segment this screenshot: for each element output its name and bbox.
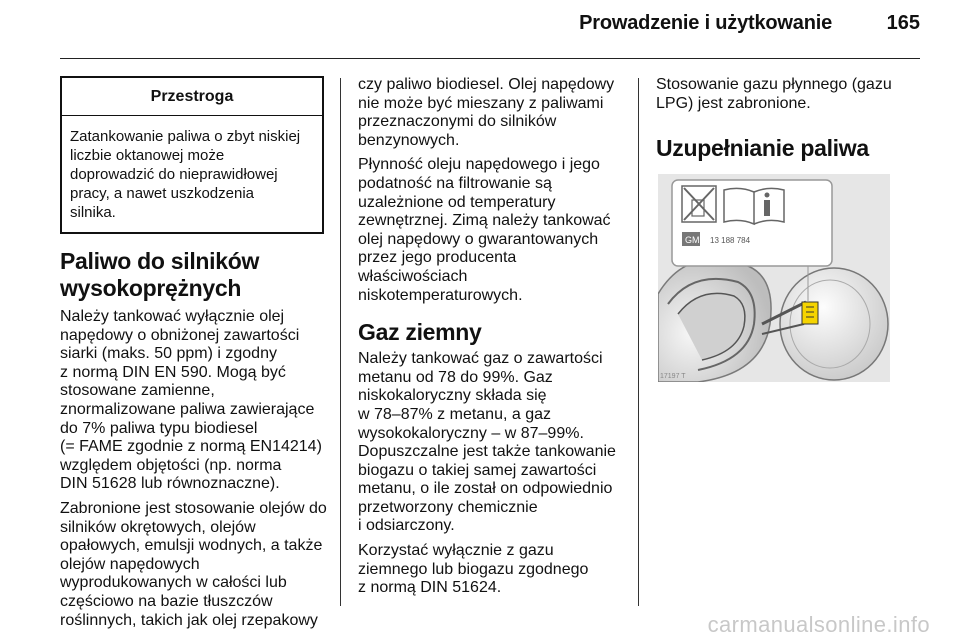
paragraph: Płynność oleju napędowego i jego podatność na filtrowanie są uzależnione od temperatury zewnętrznej. Zimą należy tankować olej napędowy o gwarantowanych przez jego producenta właściwościach niskotemperaturowych.	[358, 156, 611, 304]
column-1	[60, 76, 328, 636]
column-divider	[340, 78, 341, 606]
figure-label: 17197 T	[660, 373, 686, 381]
sticker-part-number: 13 188 784	[710, 236, 751, 246]
page-header-title: Prowadzenie i użytkowanie	[579, 12, 832, 34]
column-2	[358, 76, 626, 604]
paragraph: czy paliwo biodiesel. Olej napędowy nie może być mieszany z paliwami przeznaczonymi do silników benzynowych.	[358, 76, 615, 149]
page-number: 165	[886, 12, 920, 34]
column-3	[656, 76, 924, 382]
caution-heading: Przestroga	[62, 78, 322, 116]
paragraph: Zabronione jest stosowanie olejów do silników okrętowych, olejów opałowych, emulsji wodnych, a także olejów napędowych wyprodukowanych w całości lub częściowo na bazie tłuszczów roślinnych, takich jak olej rzepakowy	[60, 499, 327, 629]
footer-watermark: carmanualsonline.info	[707, 612, 930, 637]
paragraph: Należy tankować wyłącznie olej napędowy o obniżonej zawartości siarki (maks. 50 ppm) i zgodny z normą DIN EN 590. Mogą być stosowane zamienne, znormalizowane paliwa zawierające do 7% paliwa typu biodiesel (= FAME zgodnie z normą EN14214) względem objętości (np. norma DIN 51628 lub równoznaczne).	[60, 308, 322, 493]
fuel-flap-drawing	[658, 174, 890, 382]
caution-box	[60, 76, 324, 234]
header-divider	[60, 58, 920, 59]
paragraph: Należy tankować gaz o zawartości metanu od 78 do 99%. Gaz niskokaloryczny składa się w 78–87% z metanu, a gaz wysokokaloryczny – w 87–99%. Dopuszczalne jest także tankowanie biogazu o takiej samej zawartości metanu, o ile został on odpowiednio przetworzony chemicznie i odsiarczony.	[358, 350, 616, 535]
fuel-flap-illustration	[658, 174, 890, 382]
caution-text: Zatankowanie paliwa o zbyt niskiej liczbie oktanowej może doprowadzić do nieprawidłowej pracy, a nawet uszkodzenia silnika.	[70, 128, 301, 221]
brand-logo-text: GM	[685, 235, 700, 246]
section-heading-refuelling: Uzupełnianie paliwa	[656, 135, 869, 162]
column-divider	[638, 78, 639, 606]
section-heading-diesel: Paliwo do silników wysokoprężnych	[60, 248, 260, 301]
section-heading-natural-gas: Gaz ziemny	[358, 319, 482, 346]
fuel-sticker-icon	[802, 302, 818, 324]
paragraph: Korzystać wyłącznie z gazu ziemnego lub biogazu zgodnego z normą DIN 51624.	[358, 542, 589, 597]
paragraph: Stosowanie gazu płynnego (gazu LPG) jest zabronione.	[656, 76, 892, 112]
